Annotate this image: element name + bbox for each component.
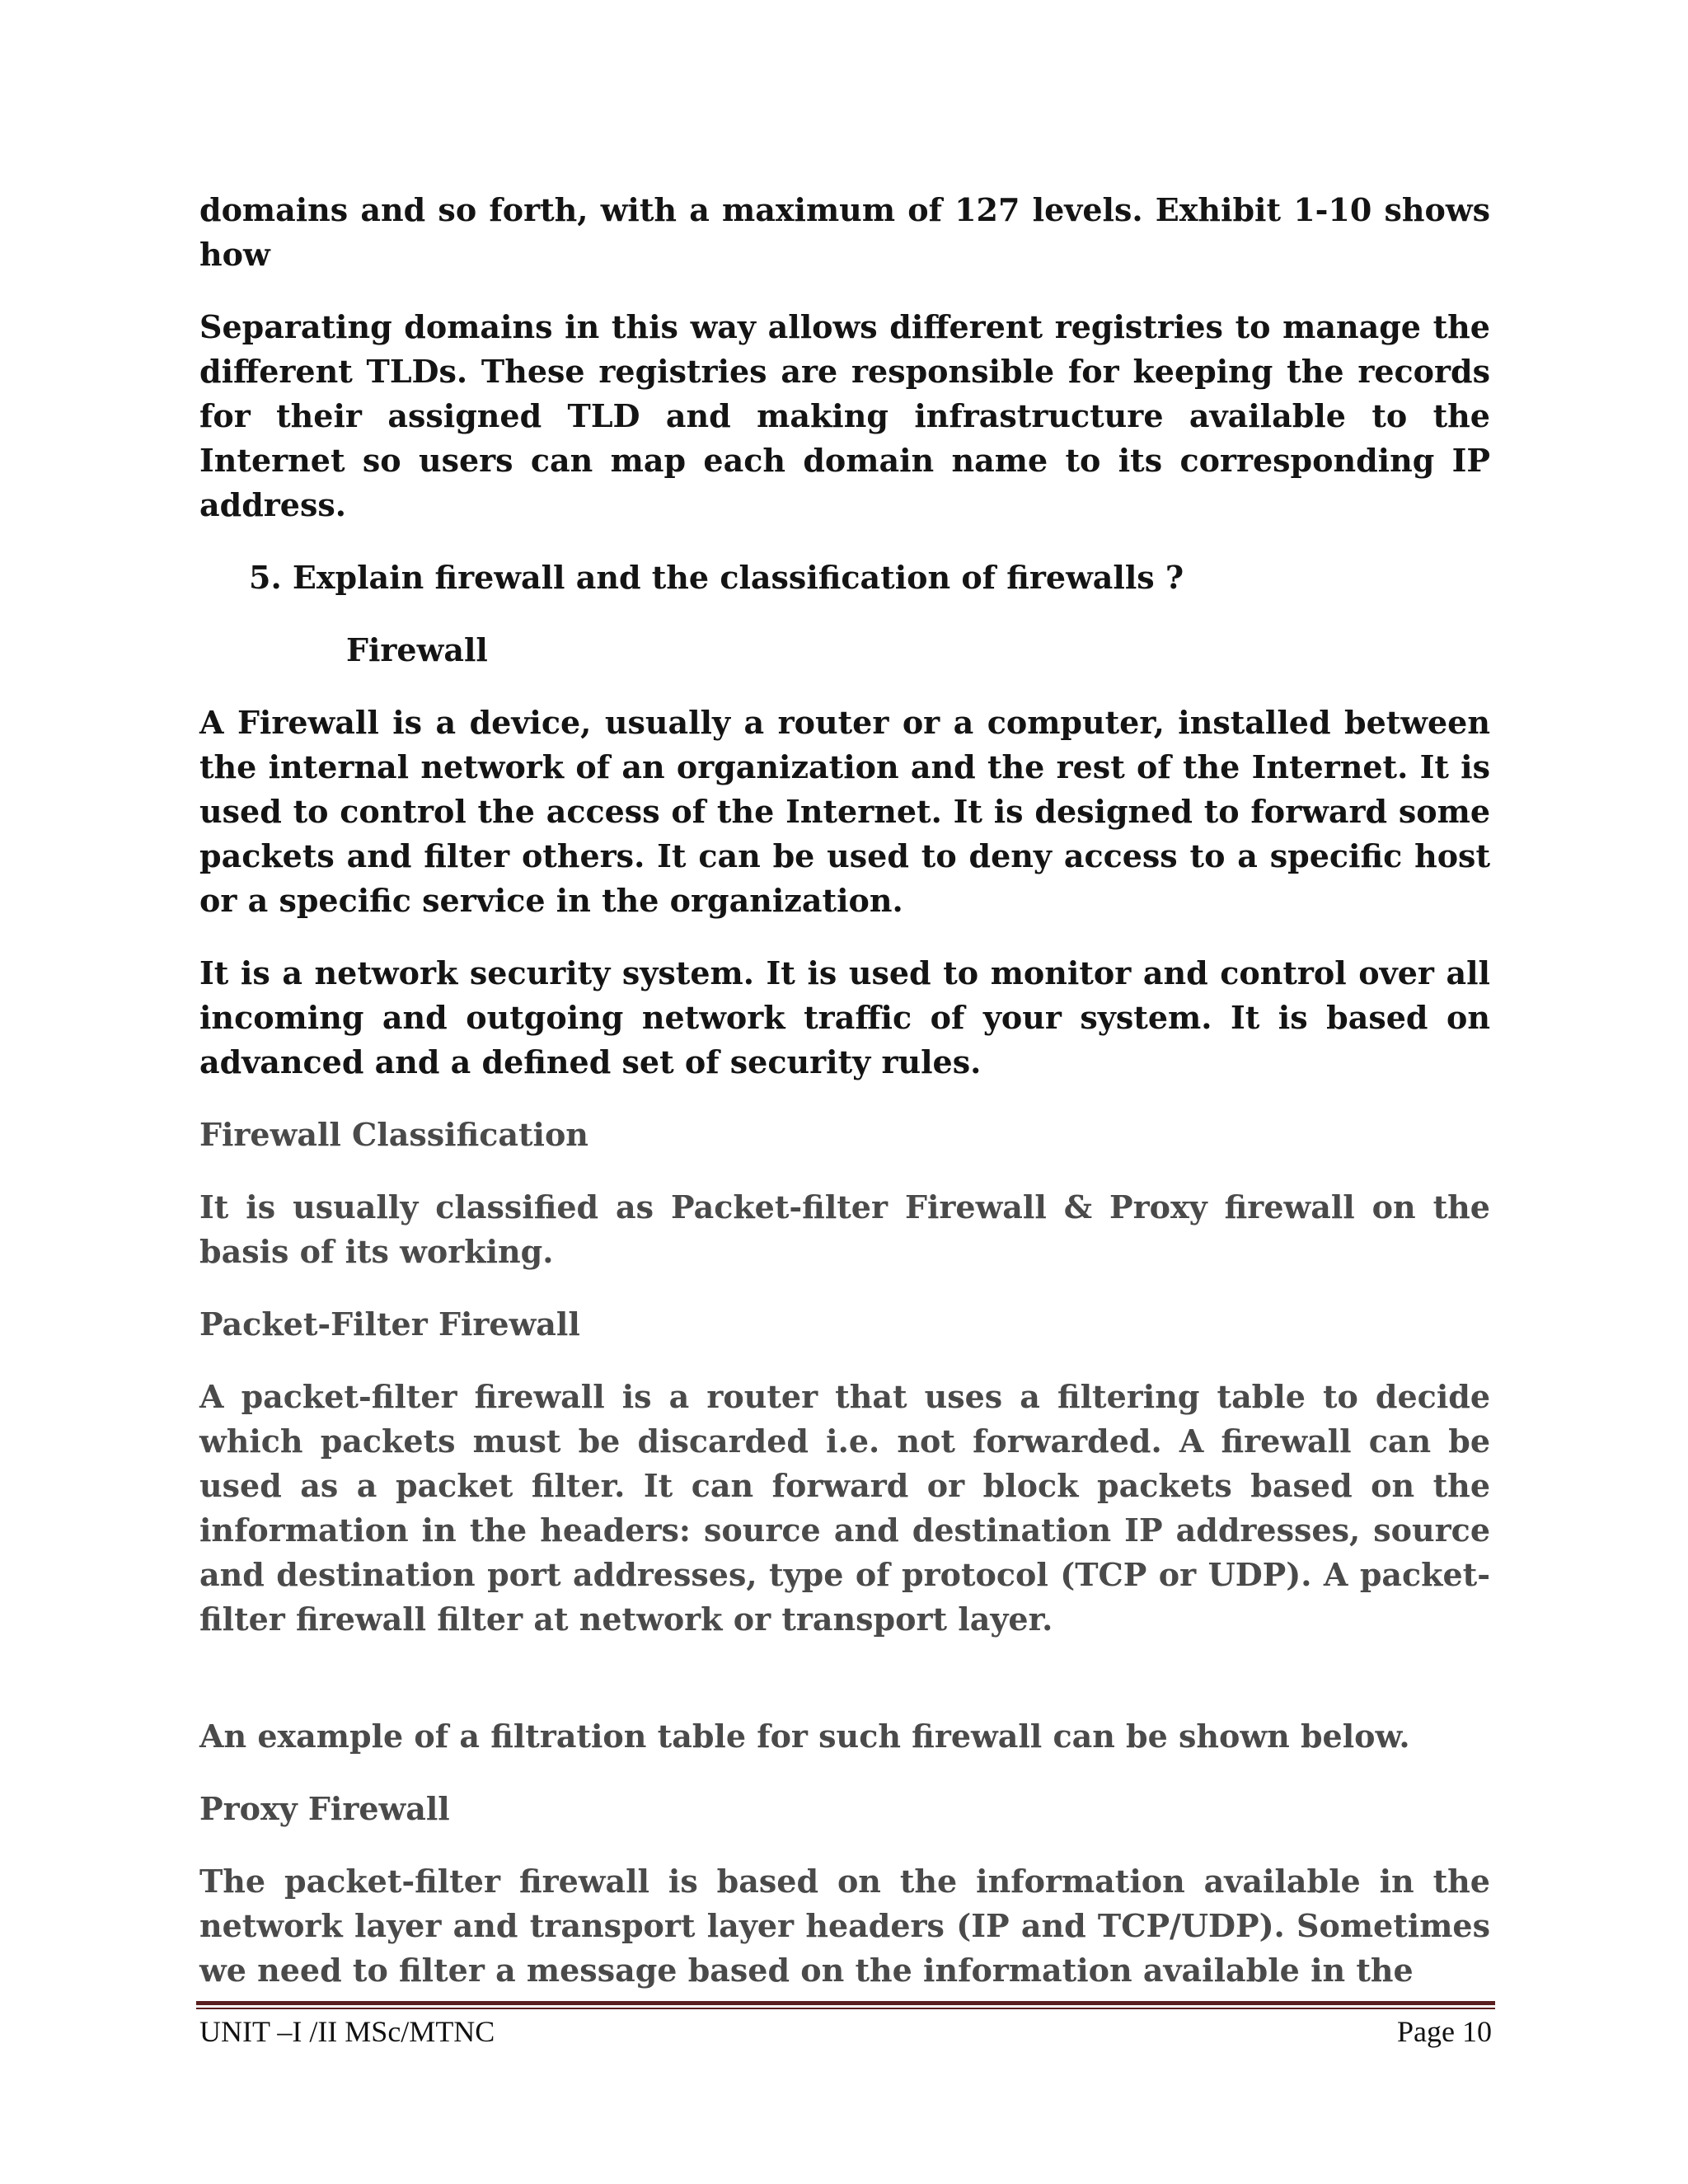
- paragraph-registries: Separating domains in this way allows different registries to manage the different TLDs. These registries are responsible for keeping the records for their assigned TLD and making infrastructure available to the Internet so users can map each domain name to its corresponding IP address.: [199, 308, 1490, 523]
- paragraph-classification: It is usually classified as Packet-filter Firewall & Proxy firewall on the basis of its working.: [199, 1188, 1490, 1270]
- packet-filter-heading: Packet-Filter Firewall: [199, 1305, 580, 1343]
- blank-space: [199, 1670, 1490, 1714]
- proxy-firewall-heading: Proxy Firewall: [199, 1790, 450, 1827]
- paragraph-packet-filter: A packet-filter firewall is a router that uses a filtering table to decide which packets must be discarded i.e. not forwarded. A firewall can be used as a packet filter. It can forward or block packets based on the information in the headers: source and destination IP addresses, source and destination port addresses, type of protocol (TCP or UDP). A packet-filter firewall filter at network or transport layer.: [199, 1378, 1490, 1638]
- footer-page-number: Page 10: [1397, 2015, 1492, 2048]
- paragraph-network-security: It is a network security system. It is used to monitor and control over all incoming and outgoing network traffic of your system. It is based on advanced and a defined set of security rules.: [199, 954, 1490, 1080]
- page-content: [199, 188, 1490, 2021]
- paragraph-dns-levels: domains and so forth, with a maximum of 127 levels. Exhibit 1-10 shows how: [199, 191, 1490, 273]
- classification-heading: Firewall Classification: [199, 1116, 588, 1153]
- question-heading: 5. Explain firewall and the classification of firewalls ?: [249, 559, 1184, 596]
- firewall-heading: Firewall: [346, 631, 488, 668]
- paragraph-firewall-definition: A Firewall is a device, usually a router or a computer, installed between the internal network of an organization and the rest of the Internet. It is used to control the access of the Internet. It is designed to forward some packets and filter others. It can be used to deny access to a specific host or a specific service in the organization.: [199, 704, 1490, 919]
- paragraph-filtration-example: An example of a filtration table for such firewall can be shown below.: [199, 1718, 1410, 1755]
- footer-unit-label: UNIT –I /II MSc/MTNC: [199, 2015, 495, 2048]
- paragraph-proxy-firewall: The packet-filter firewall is based on the information available in the network layer and transport layer headers (IP and TCP/UDP). Sometimes we need to filter a message based on the information available in the: [199, 1863, 1490, 1989]
- footer-divider: [196, 2001, 1495, 2009]
